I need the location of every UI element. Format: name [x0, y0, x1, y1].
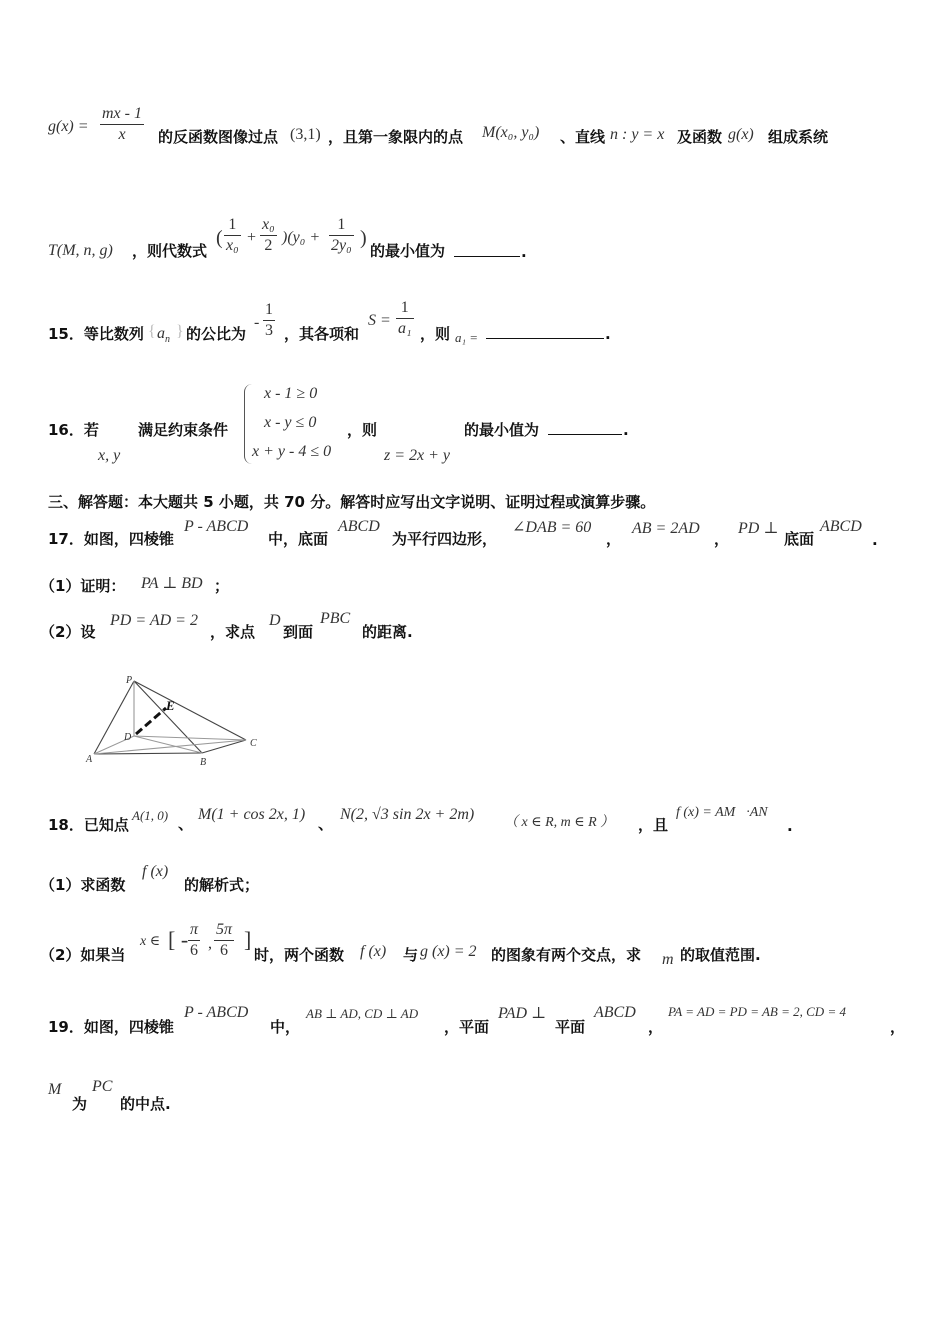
constraint-2: x - y ≤ 0 — [264, 414, 317, 431]
z-expression: z = 2x + y — [384, 447, 451, 464]
q18-part1-f: f (x) — [142, 863, 169, 880]
q17-text2: 为平行四边形， — [392, 530, 498, 548]
q19-PC: PC — [92, 1078, 113, 1095]
q16-answer-blank[interactable] — [548, 420, 622, 435]
q18-part2-g: g (x) = 2 — [420, 943, 477, 960]
q17-text3: 底面 — [784, 530, 815, 548]
q14-text5: 组成系统 — [768, 128, 829, 146]
q15-answer-blank[interactable] — [486, 324, 604, 339]
q17-end: . — [872, 531, 878, 549]
angle-DAB: ∠DAB = 60 — [512, 519, 592, 536]
q17-comma2: ， — [714, 530, 730, 548]
point-3-1: (3,1) — [290, 126, 321, 143]
q19-text1: 中， — [270, 1018, 301, 1036]
point-N: N(2, √3 sin 2x + 2m) — [340, 806, 475, 823]
expr-open: ( — [216, 227, 223, 249]
q18-part2-text4: 的取值范围. — [680, 946, 761, 964]
q18-part1-text: 的解析式； — [184, 876, 260, 894]
q18-part2-m: m — [662, 951, 674, 968]
q17-part2-text2: 到面 — [283, 623, 314, 641]
q15-text2: ，其各项和 — [284, 325, 360, 343]
q14-text3: 、直线 — [560, 128, 606, 146]
q18-part2-text1: 时，两个函数 — [254, 946, 345, 964]
vars-xy: x, y — [98, 447, 121, 464]
q15-text1: 的公比为 — [186, 325, 247, 343]
seq-a-n: $a_n$ — [157, 325, 170, 346]
q14-text2: ，且第一象限内的点 — [328, 128, 464, 146]
q19-text2: ，平面 — [444, 1018, 490, 1036]
q14-text1: 的反函数图像过点 — [158, 128, 279, 146]
expr-frac-1: 1 x₀ — [226, 216, 239, 254]
q17-base: ABCD — [338, 518, 380, 535]
q18-number: 18．已知点 — [48, 816, 129, 834]
q19-perp: AB ⊥ AD, CD ⊥ AD — [306, 1006, 419, 1021]
section3-heading: 三、解答题：本大题共 5 小题，共 70 分。解答时应写出文字说明、证明过程或演算步骤。 — [48, 493, 656, 511]
T-label: T(M, n, g) — [48, 242, 113, 259]
point-A: A(1, 0) — [132, 808, 169, 823]
g-function-fraction: mx - 1 x — [102, 105, 142, 143]
q16-text3: 的最小值为 — [464, 421, 540, 439]
q19-pyramid: P - ABCD — [184, 1004, 249, 1021]
q18-part2-text2: 与 — [403, 946, 419, 964]
edge-DC — [134, 736, 246, 740]
edge-PC — [134, 681, 246, 740]
interval-open: [ - — [168, 927, 189, 952]
point-M: M(x₀, y₀) — [482, 124, 540, 141]
q18-end: . — [787, 817, 793, 835]
constraint-3: x + y - 4 ≤ 0 — [252, 443, 332, 460]
expr-close: ) — [360, 227, 367, 249]
expr-frac-3: 1 2y₀ — [331, 216, 352, 254]
ratio-minus: - — [254, 314, 260, 331]
q18-part2-x: x ∈ — [140, 934, 161, 949]
q15-end: . — [605, 325, 611, 343]
edge-PA — [94, 681, 134, 754]
q17-text1: 中，底面 — [268, 530, 329, 548]
q17-base2: ABCD — [820, 518, 862, 535]
q18-sep1: 、 — [178, 815, 194, 833]
q17-part1-end: ； — [214, 577, 230, 595]
q16-text1: 满足约束条件 — [138, 421, 229, 439]
sum-S: S = — [368, 312, 391, 329]
sum-fraction: 1 a₁ — [398, 299, 412, 337]
q14-text4: 及函数 — [677, 128, 723, 146]
q18-condition: （ x ∈ R, m ∈ R ） — [504, 815, 615, 830]
g-func: g(x) — [728, 126, 754, 143]
q16-number: 16．若 — [48, 421, 99, 439]
ab-eq: AB = 2AD — [632, 520, 700, 537]
point-M-cos: M(1 + cos 2x, 1) — [198, 806, 306, 823]
q17-part2-text1: ，求点 — [210, 623, 256, 641]
q19-comma: ， — [648, 1018, 664, 1036]
label-B: B — [200, 757, 207, 768]
interval-comma: , — [208, 935, 212, 952]
line-n: n : y = x — [610, 126, 665, 143]
q15-number: 15．等比数列 — [48, 325, 144, 343]
q17-part2-text3: 的距离. — [362, 623, 413, 641]
pd-perp: PD ⊥ — [738, 520, 779, 537]
edge-PB — [134, 681, 202, 753]
q19-text5: 的中点. — [120, 1095, 171, 1113]
q19-lengths: PA = AD = PD = AB = 2, CD = 4 — [668, 1004, 846, 1019]
q17-number: 17．如图，四棱锥 — [48, 530, 174, 548]
label-P: P — [126, 675, 133, 686]
q14-text6: ，则代数式 — [132, 242, 208, 260]
q17-part1-label: （1）证明： — [40, 577, 126, 595]
label-C: C — [250, 738, 257, 749]
expr-frac-2: x₀ 2 — [262, 216, 275, 254]
q16-end: . — [623, 421, 629, 439]
q17-part2-expr: PD = AD = 2 — [110, 612, 198, 629]
interval-frac-2: 5π 6 — [216, 921, 233, 959]
expr-plus: + — [247, 229, 257, 246]
q19-text4: 为 — [72, 1095, 88, 1113]
segment-DE — [136, 708, 166, 734]
q17-part2-label: （2）设 — [40, 623, 96, 641]
f-definition: f (x) = AM⃗·AN⃗ — [676, 805, 779, 820]
g-function-label: g(x) = — [48, 118, 89, 135]
q18-part2-f: f (x) — [360, 943, 387, 960]
q18-part2-label: （2）如果当 — [40, 946, 126, 964]
interval-close: ] — [244, 927, 252, 952]
label-E: E — [166, 698, 175, 713]
q18-part1-label: （1）求函数 — [40, 876, 126, 894]
ratio-fraction: 1 3 — [265, 301, 273, 339]
label-D: D — [124, 732, 132, 743]
q14-text7: 的最小值为 — [370, 242, 446, 260]
q19-number: 19．如图，四棱锥 — [48, 1018, 174, 1036]
q17-pyramid: P - ABCD — [184, 518, 249, 535]
q18-part2-text3: 的图象有两个交点，求 — [491, 946, 642, 964]
edge-AB — [94, 753, 202, 754]
q19-M: M — [48, 1081, 62, 1098]
label-A: A — [86, 754, 93, 765]
pyramid-figure — [80, 668, 270, 778]
q14-end: . — [521, 243, 527, 261]
q19-comma2: ， — [890, 1018, 906, 1036]
q16-text2: ，则 — [347, 421, 378, 439]
q18-text1: ，且 — [638, 816, 669, 834]
q17-part1-expr: PA ⊥ BD — [141, 575, 203, 592]
q17-comma1: ， — [606, 530, 622, 548]
q19-pad-perp: PAD ⊥ — [498, 1005, 547, 1022]
q17-point-D: D — [269, 612, 281, 629]
q15-text3: ，则 — [420, 325, 451, 343]
a1-label: a₁ = — [455, 330, 479, 345]
q19-base: ABCD — [594, 1004, 636, 1021]
interval-frac-1: π 6 — [190, 921, 199, 959]
expr-mid: )(y₀ + — [282, 229, 321, 246]
q14-answer-blank[interactable] — [454, 242, 520, 257]
q17-plane-PBC: PBC — [320, 610, 351, 627]
constraint-1: x - 1 ≥ 0 — [264, 385, 318, 402]
q18-sep2: 、 — [318, 815, 334, 833]
q19-text3: 平面 — [555, 1018, 586, 1036]
